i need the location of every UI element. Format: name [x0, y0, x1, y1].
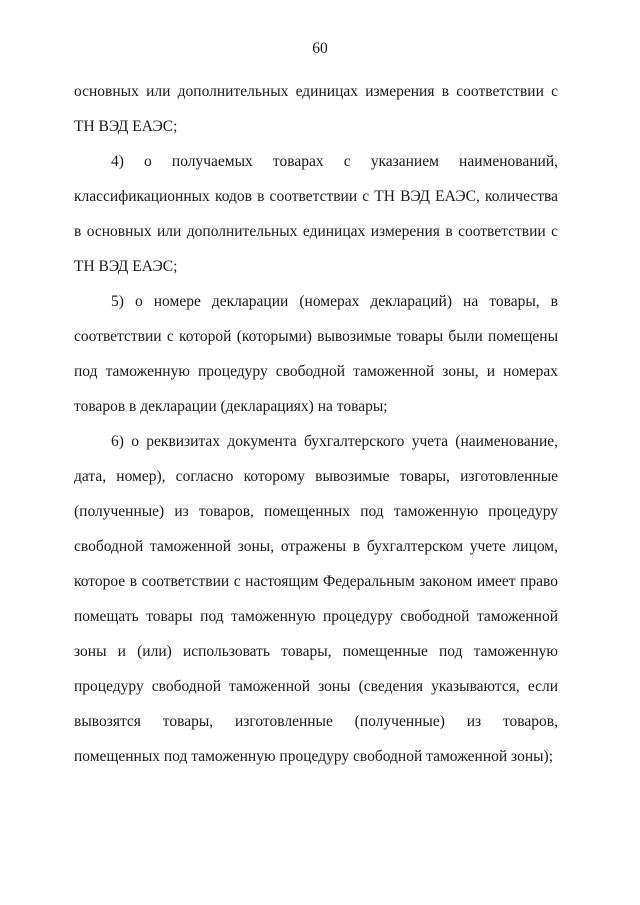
paragraph-item-4: 4) о получаемых товарах с указанием наименований, классификационных кодов в соответствии с ТН ВЭД ЕАЭС, количества в основных или дополнительных единицах измерения в соответствии с ТН ВЭД ЕАЭС; [74, 153, 558, 275]
page-number: 60 [312, 40, 328, 57]
document-body [74, 74, 558, 774]
paragraph-continuation: основных или дополнительных единицах измерения в соответствии с ТН ВЭД ЕАЭС; [74, 83, 558, 135]
paragraph-item-5: 5) о номере декларации (номерах деклараций) на товары, в соответствии с которой (которыми) вывозимые товары были помещены под таможенную процедуру свободной таможенной зоны, и номерах товаров в декларации (декларациях) на товары; [74, 293, 558, 415]
paragraph-item-6: 6) о реквизитах документа бухгалтерского учета (наименование, дата, номер), согласно которому вывозимые товары, изготовленные (полученные) из товаров, помещенных под таможенную процедуру свободной таможенной зоны, отражены в бухгалтерском учете лицом, которое в соответствии с настоящим Федеральным законом имеет право помещать товары под таможенную процедуру свободной таможенной зоны и (или) использовать товары, помещенные под таможенную процедуру свободной таможенной зоны (сведения указываются, если вывозятся товары, изготовленные (полученные) из товаров, помещенных под таможенную процедуру свободной таможенной зоны); [74, 433, 558, 765]
